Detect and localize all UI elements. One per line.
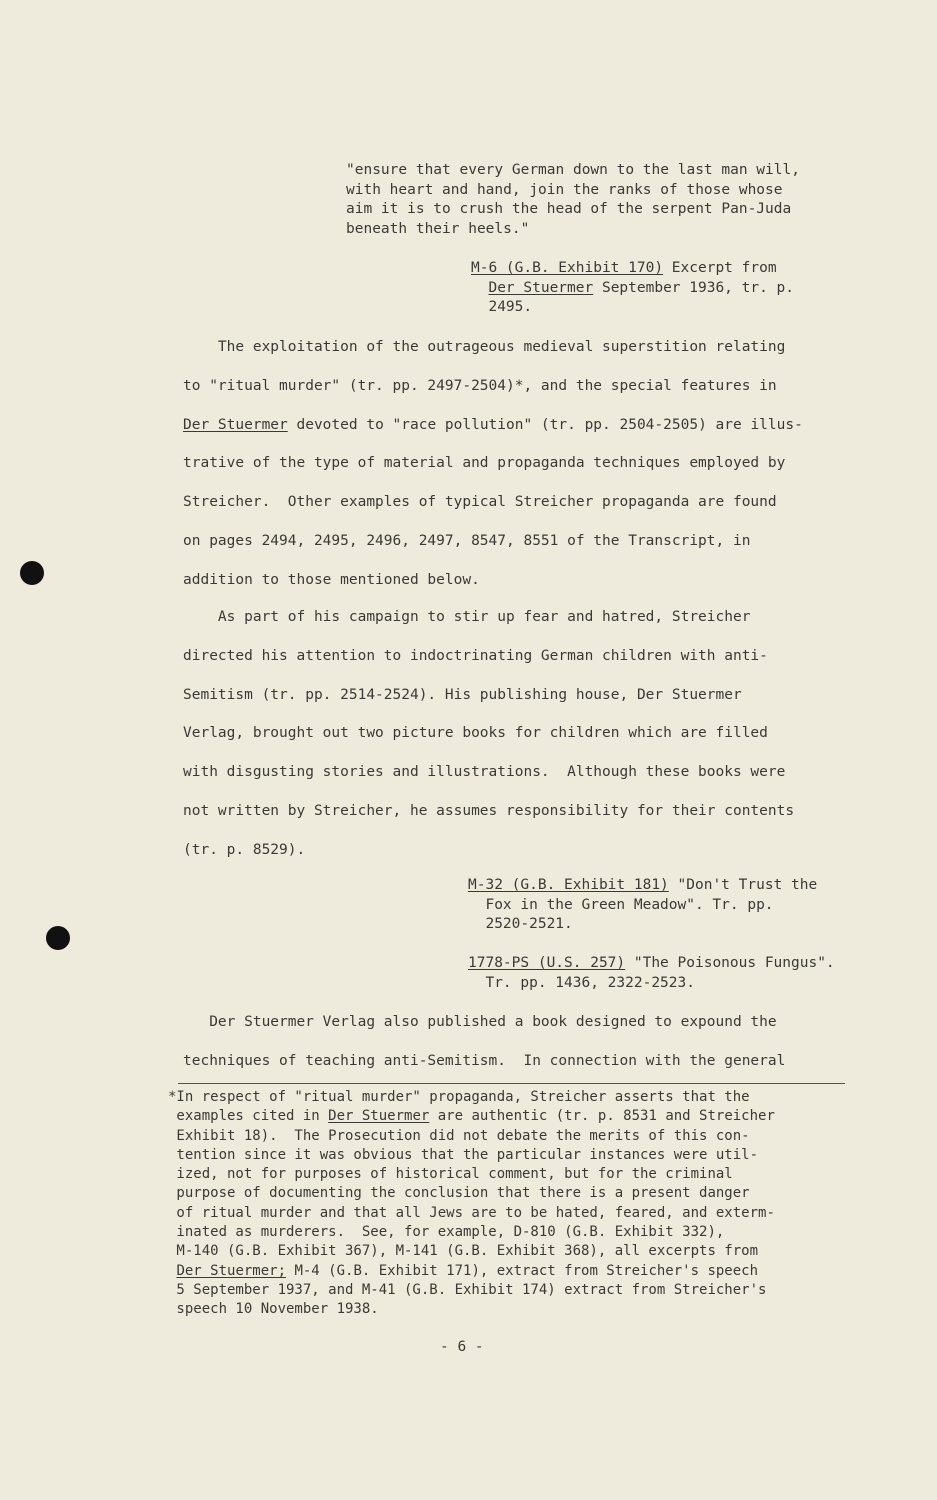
paragraph-line: (tr. p. 8529).: [183, 841, 306, 858]
paragraph-line: Semitism (tr. pp. 2514-2524). His publishing house, Der Stuermer: [183, 686, 742, 703]
page-number: - 6 -: [440, 1339, 484, 1355]
quote-line: beneath their heels.": [346, 220, 530, 237]
paragraph-teaching-techniques: [183, 1003, 883, 1081]
citation-reference: 1778-PS (U.S. 257): [468, 955, 626, 971]
paragraph-line: to "ritual murder" (tr. pp. 2497-2504)*, and the special features in: [183, 377, 777, 394]
citation-us-257: [468, 954, 908, 993]
publication-title: Der Stuermer: [328, 1108, 430, 1125]
footnote-text: M-4 (G.B. Exhibit 171), extract from Streicher's speech: [286, 1262, 759, 1279]
footnote-line: speech 10 November 1938.: [168, 1301, 379, 1318]
punch-hole-upper: [20, 561, 44, 585]
footnote-text: examples cited in: [168, 1108, 329, 1125]
footnote-line: purpose of documenting the conclusion that there is a present danger: [168, 1185, 750, 1202]
paragraph-line: Verlag, brought out two picture books for children which are filled: [183, 725, 768, 742]
footnote-line: 5 September 1937, and M-41 (G.B. Exhibit 174) extract from Streicher's: [168, 1281, 767, 1298]
paragraph-line: The exploitation of the outrageous medieval superstition relating: [183, 339, 786, 355]
citation-text: 2495.: [488, 299, 533, 315]
paragraph-line: trative of the type of material and propaganda techniques employed by: [183, 455, 786, 472]
paragraph-line: on pages 2494, 2495, 2496, 2497, 8547, 8551 of the Transcript, in: [183, 532, 751, 549]
citation-text: September 1936, tr. p.: [593, 279, 795, 296]
paragraph-line: Streicher. Other examples of typical Streicher propaganda are found: [183, 494, 777, 511]
quote-line: "ensure that every German down to the last man will,: [346, 162, 800, 178]
footnote-line: M-140 (G.B. Exhibit 367), M-141 (G.B. Exhibit 368), all excerpts from: [168, 1243, 759, 1260]
publication-title: Der Stuermer: [183, 416, 288, 433]
paragraph-ritual-murder: [183, 328, 883, 600]
paragraph-text: devoted to "race pollution" (tr. pp. 2504-2505) are illus-: [287, 416, 803, 433]
citation-text: Excerpt from: [663, 260, 777, 276]
footnote-line: tention since it was obvious that the particular instances were util-: [168, 1146, 759, 1163]
footnote-line: Exhibit 18). The Prosecution did not debate the merits of this con-: [168, 1127, 750, 1144]
paragraph-line: techniques of teaching anti-Semitism. In connection with the general: [183, 1052, 786, 1069]
paragraph-line: As part of his campaign to stir up fear and hatred, Streicher: [183, 609, 751, 625]
footnote-line: ized, not for purposes of historical comment, but for the criminal: [168, 1166, 733, 1183]
citation-line: Fox in the Green Meadow". Tr. pp.: [468, 896, 774, 913]
footnote-line: inated as murderers. See, for example, D-810 (G.B. Exhibit 332),: [168, 1224, 725, 1241]
footnote-line: of ritual murder and that all Jews are to be hated, feared, and exterm-: [168, 1204, 775, 1221]
quote-line: aim it is to crush the head of the serpent Pan-Juda: [346, 201, 792, 217]
paragraph-children-books: [183, 598, 883, 870]
paragraph-line: addition to those mentioned below.: [183, 571, 480, 588]
citation-exhibit-170: [471, 259, 891, 318]
publication-title: Der Stuermer;: [176, 1262, 287, 1279]
publication-title: Der Stuermer: [488, 279, 594, 296]
quote-line: with heart and hand, join the ranks of those whose: [346, 181, 783, 198]
citation-text: "Don't Trust the: [668, 877, 818, 893]
footnote-divider: [178, 1083, 845, 1084]
paragraph-line: directed his attention to indoctrinating German children with anti-: [183, 647, 768, 664]
citation-reference: M-6 (G.B. Exhibit 170): [471, 260, 664, 276]
footnote: [168, 1088, 888, 1320]
paragraph-line: with disgusting stories and illustrations. Although these books were: [183, 764, 786, 781]
citation-exhibit-181: [468, 876, 908, 935]
footnote-text: are authentic (tr. p. 8531 and Streicher: [429, 1108, 775, 1125]
block-quote: [346, 161, 866, 239]
citation-text: "The Poisonous Fungus".: [625, 955, 835, 971]
paragraph-line: not written by Streicher, he assumes responsibility for their contents: [183, 802, 795, 819]
citation-line: Tr. pp. 1436, 2322-2523.: [468, 974, 695, 991]
paragraph-line: Der Stuermer Verlag also published a book designed to expound the: [183, 1014, 777, 1030]
punch-hole-lower: [46, 926, 70, 950]
footnote-line: *In respect of "ritual murder" propaganda, Streicher asserts that the: [168, 1089, 750, 1105]
citation-reference: M-32 (G.B. Exhibit 181): [468, 877, 669, 893]
citation-line: 2520-2521.: [468, 916, 573, 932]
